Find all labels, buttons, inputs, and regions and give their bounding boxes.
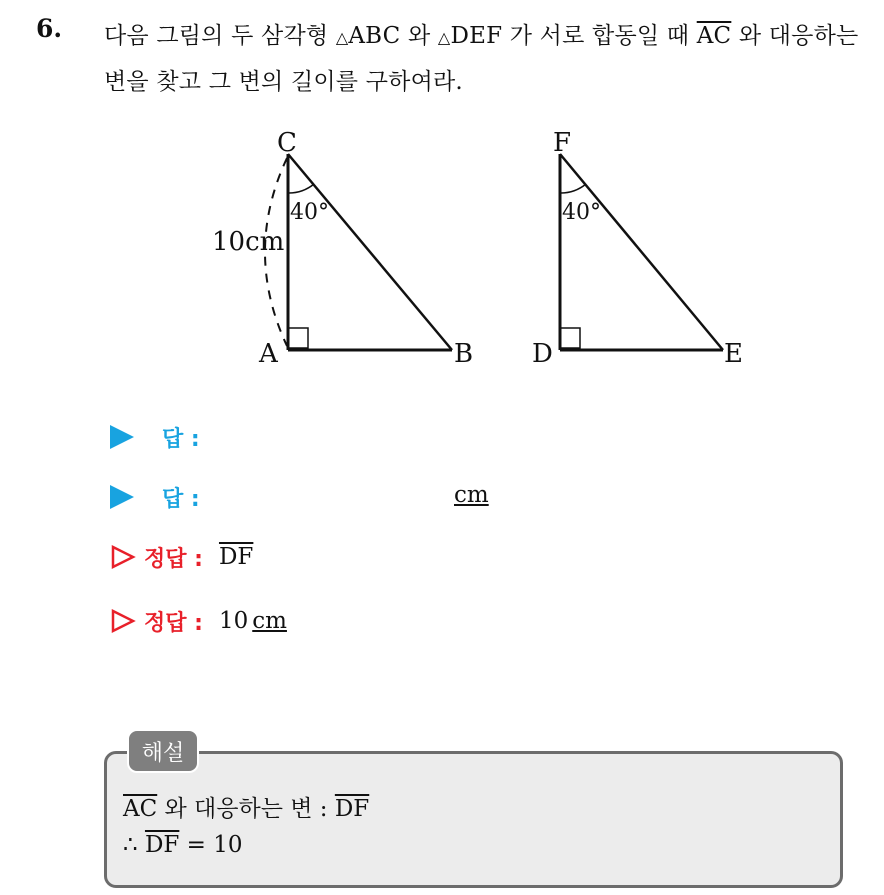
label-b: B bbox=[454, 339, 474, 369]
explanation-seg-df-2: $\overline{DF}$ bbox=[144, 832, 180, 858]
question-number: 6. bbox=[36, 14, 63, 43]
label-e: E bbox=[724, 339, 743, 369]
explanation-text-1: 와 대응하는 변 : bbox=[157, 796, 335, 822]
question-text-part4: 와 대응하는 변을 찾고 그 변의 길이를 구하여라. bbox=[104, 23, 859, 95]
explanation-line-1 bbox=[123, 790, 369, 823]
explanation-seg-df: $\overline{DF}$ bbox=[334, 796, 370, 822]
right-angle-mark-a bbox=[288, 328, 308, 348]
answer-blank-row-2 bbox=[110, 480, 710, 514]
angle-arc-c bbox=[288, 184, 314, 193]
triangle-def-shape bbox=[560, 154, 723, 350]
side-bc bbox=[288, 154, 452, 350]
correct-answer-label-2: 정답 : bbox=[144, 610, 203, 636]
play-arrow-icon bbox=[110, 485, 134, 509]
question-text-part1: 다음 그림의 두 삼각형 bbox=[104, 23, 336, 49]
correct-answer-label-1: 정답 : bbox=[144, 546, 203, 572]
triangle-symbol-2: △ bbox=[437, 28, 451, 47]
side-ef bbox=[560, 154, 723, 350]
triangle-abc-shape bbox=[265, 154, 452, 350]
explanation-tab: 해설 bbox=[127, 729, 199, 773]
label-c: C bbox=[277, 128, 297, 158]
right-angle-mark-d bbox=[560, 328, 580, 348]
correct-answer-value-1: $\overline{DF}$ bbox=[218, 544, 254, 570]
question-text-part2: 와 bbox=[400, 23, 438, 49]
correct-answer-row-1 bbox=[110, 540, 253, 574]
explanation-line-2 bbox=[123, 832, 243, 858]
question-text-part3: 가 서로 합동일 때 bbox=[502, 23, 697, 49]
answer-blank-row-1 bbox=[110, 420, 200, 454]
correct-answer-row-2 bbox=[110, 604, 287, 638]
answer-blank-label-1: 답 : bbox=[162, 426, 200, 452]
label-d: D bbox=[532, 339, 553, 369]
play-arrow-icon bbox=[110, 425, 134, 449]
outline-arrow-icon bbox=[110, 608, 136, 634]
label-10cm: 10cm bbox=[212, 227, 285, 257]
triangles-figure bbox=[0, 0, 884, 420]
answer-blank-label-2: 답 : bbox=[162, 486, 200, 512]
explanation-text-2: = 10 bbox=[179, 832, 243, 858]
therefore-symbol: ∴ bbox=[123, 832, 145, 858]
segment-ac: $\overline{AC}$ bbox=[696, 23, 732, 49]
angle-arc-f bbox=[560, 184, 586, 193]
outline-arrow-icon bbox=[110, 544, 136, 570]
answer-blank-unit: cm bbox=[454, 482, 489, 508]
explanation-seg-ac: $\overline{AC}$ bbox=[123, 796, 158, 822]
triangle-symbol-1: △ bbox=[335, 28, 349, 47]
label-a: A bbox=[259, 339, 278, 369]
label-angle-f: 40° bbox=[562, 200, 601, 225]
triangle-abc: ABC bbox=[348, 23, 401, 49]
label-angle-c: 40° bbox=[290, 200, 329, 225]
correct-answer-number-2: 10 bbox=[218, 608, 249, 634]
correct-answer-unit-2: cm bbox=[252, 608, 287, 634]
triangle-def: DEF bbox=[450, 23, 503, 49]
label-f: F bbox=[553, 128, 572, 158]
